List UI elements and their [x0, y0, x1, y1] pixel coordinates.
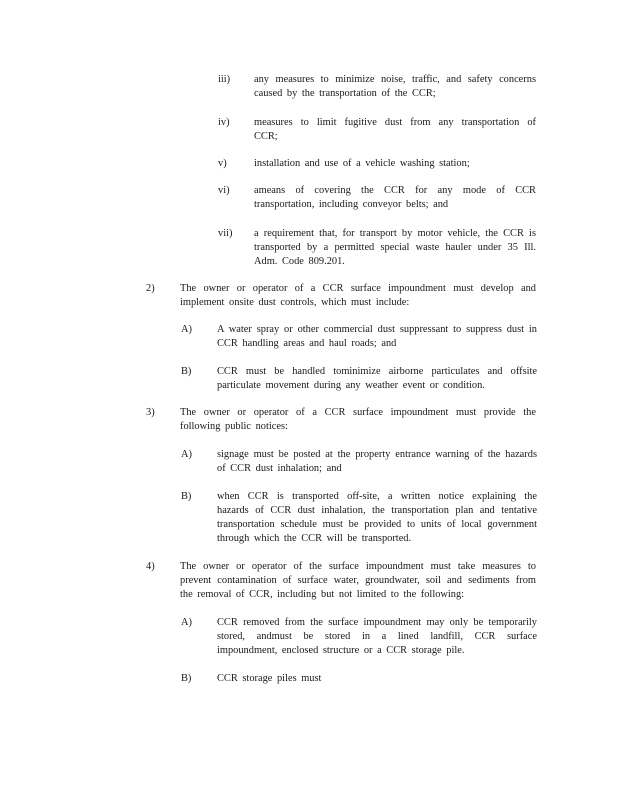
list-marker: v)	[218, 158, 227, 169]
list-item-text: any measures to minimize noise, traffic, and safety concerns caused by the transportation of the CCR;	[254, 74, 536, 99]
list-marker: iii)	[218, 74, 231, 85]
list-item-text: The owner or operator of the surface impoundment must take measures to prevent contamination of surface water, groundwater, soil and sediments from the removal of CCR, including but not limited to the following:	[180, 561, 536, 600]
list-marker: vii)	[218, 228, 233, 239]
list-item-text: A water spray or other commercial dust suppressant to suppress dust in CCR handling areas and haul roads; and	[217, 324, 537, 349]
list-item-text: measures to limit fugitive dust from any transportation of CCR;	[254, 117, 536, 142]
list-marker: 4)	[146, 561, 155, 572]
list-item-text: installation and use of a vehicle washing station;	[254, 158, 470, 169]
list-item-text: when CCR is transported off-site, a written notice explaining the hazards of CCR dust inhalation, the transportation plan and tentative transportation schedule must be provided to units of local government through which the CCR will be transported.	[217, 491, 537, 544]
list-marker: B)	[181, 673, 192, 684]
list-marker: A)	[181, 617, 192, 628]
list-marker: B)	[181, 491, 192, 502]
list-marker: iv)	[218, 117, 230, 128]
list-item-text: The owner or operator of a CCR surface impoundment must develop and implement onsite dust controls, which must include:	[180, 283, 536, 308]
list-item-text: CCR storage piles must	[217, 673, 322, 684]
list-item-text: signage must be posted at the property entrance warning of the hazards of CCR dust inhalation; and	[217, 449, 537, 474]
list-marker: B)	[181, 366, 192, 377]
list-marker: vi)	[218, 185, 230, 196]
list-marker: 2)	[146, 283, 155, 294]
list-item-text: The owner or operator of a CCR surface impoundment must provide the following public notices:	[180, 407, 536, 432]
list-item-text: CCR removed from the surface impoundment may only be temporarily stored, andmust be stored in a lined landfill, CCR surface impoundment, enclosed structure or a CCR storage pile.	[217, 617, 537, 656]
list-marker: 3)	[146, 407, 155, 418]
list-marker: A)	[181, 449, 192, 460]
list-item-text: a requirement that, for transport by motor vehicle, the CCR is transported by a permitted special waste hauler under 35 Ill. Adm. Code 809.201.	[254, 228, 536, 267]
list-marker: A)	[181, 324, 192, 335]
list-item-text: CCR must be handled tominimize airborne particulates and offsite particulate movement during any weather event or condition.	[217, 366, 537, 391]
list-item-text: ameans of covering the CCR for any mode of CCR transportation, including conveyor belts; and	[254, 185, 536, 210]
